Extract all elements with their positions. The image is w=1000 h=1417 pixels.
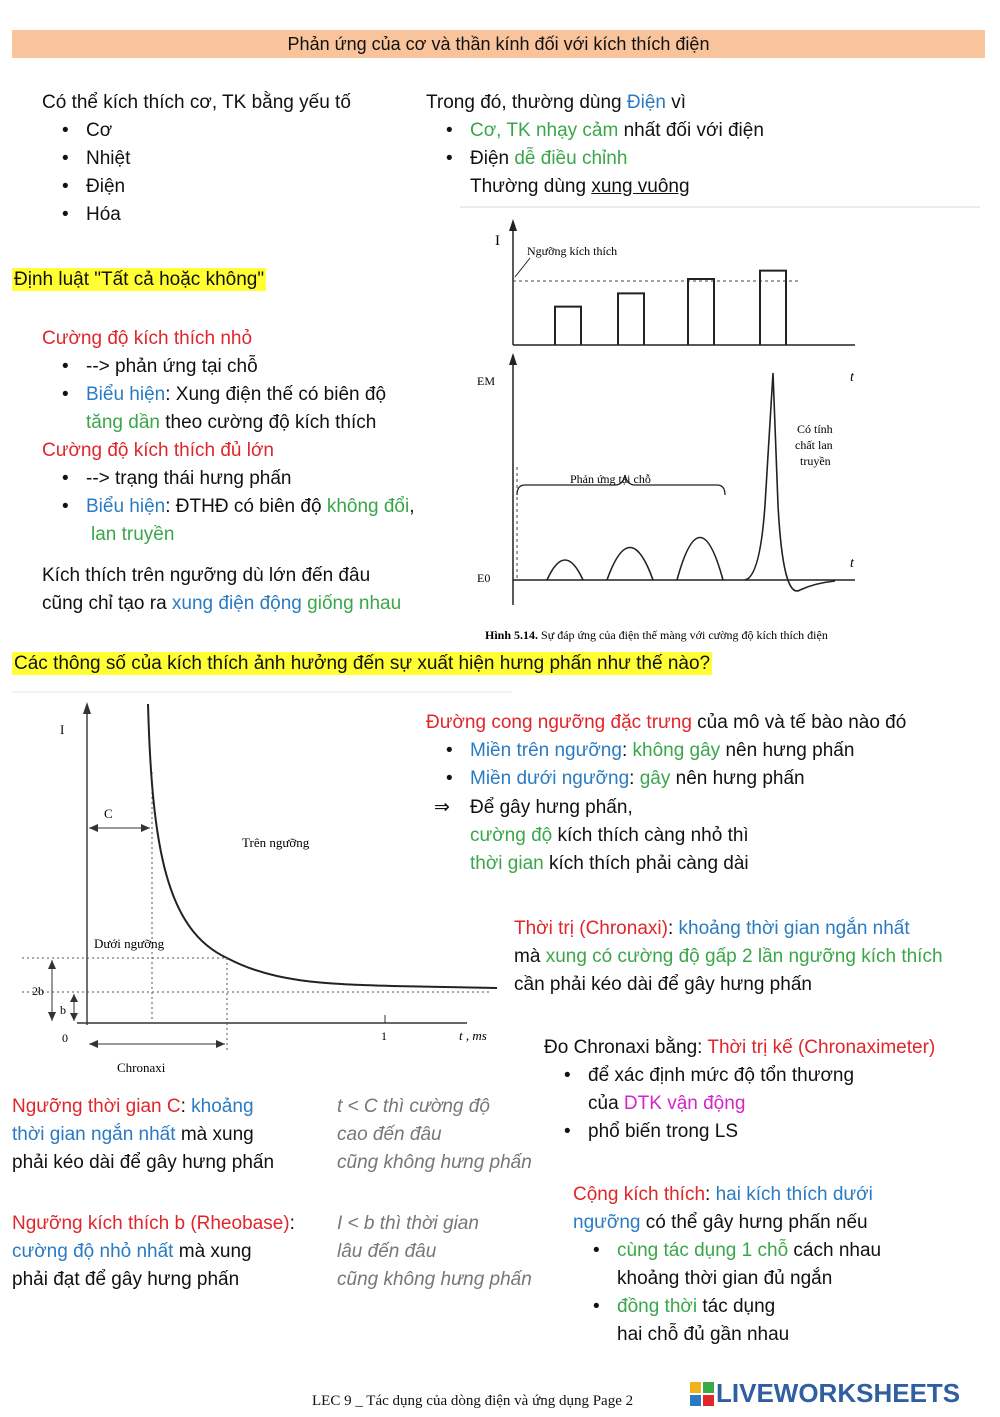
propagation-label-3: truyền: [800, 454, 831, 468]
b-arrow-bottom: [70, 1013, 78, 1021]
threshold-pointer: [515, 258, 530, 277]
label-I: I: [60, 722, 65, 737]
time-threshold-note-2: cao đến đâu: [337, 1124, 442, 1145]
propagation-label-1: Có tính: [797, 422, 833, 436]
c-arrow-right: [141, 824, 150, 832]
time-threshold-note-3: cũng không hưng phấn: [337, 1152, 532, 1173]
page-title: Phản ứng của cơ và thần kính đối với kích thích điện: [12, 30, 985, 58]
list-item: • Cơ, TK nhạy cảm nhất đối với điện: [470, 117, 764, 145]
figure-5-14: [455, 205, 985, 655]
label-b: b: [60, 1003, 66, 1017]
time-threshold-note-1: t < C thì cường độ: [337, 1096, 490, 1117]
y-axis-arrow: [83, 702, 91, 714]
list-item: • Điện: [86, 173, 125, 201]
list-item-continuation: hai chỗ đủ gần nhau: [617, 1324, 790, 1345]
time-threshold-line-1: Ngưỡng thời gian C: khoảng: [12, 1096, 254, 1117]
list-item: • --> trạng thái hưng phấn: [86, 465, 292, 493]
local-response-3: [677, 538, 723, 581]
stimulus-pulses: [555, 271, 786, 345]
measure-heading: Đo Chronaxi bằng: Thời trị kế (Chronaximeter): [544, 1037, 936, 1058]
list-item-continuation: lan truyền: [91, 524, 175, 545]
logo-icon: [690, 1382, 714, 1406]
list-item: • Nhiệt: [86, 145, 130, 173]
action-potential: [745, 373, 835, 591]
2b-arrow-bottom: [48, 1012, 56, 1021]
summary-line-1: Kích thích trên ngưỡng dù lớn đến đâu: [42, 565, 371, 586]
stimulus-pulse-1: [555, 307, 581, 345]
stimulus-pulse-4: [760, 271, 786, 345]
liveworksheets-logo[interactable]: [690, 1378, 960, 1409]
list-item: • Biểu hiện: ĐTHĐ có biên độ không đổi,: [86, 493, 415, 521]
rheobase-line-2: cường độ nhỏ nhất mà xung: [12, 1241, 252, 1262]
list-item: • --> phản ứng tại chỗ: [86, 353, 258, 381]
conclusion-line-1: Để gây hưng phấn,: [470, 797, 633, 818]
summary-line-2: cũng chỉ tạo ra xung điện động giống nhau: [42, 593, 402, 614]
list-item: • cùng tác dụng 1 chỗ cách nhau: [617, 1237, 881, 1265]
threshold-curve: [148, 704, 497, 988]
conclusion-line-3: thời gian kích thích phải càng dài: [470, 853, 749, 874]
rheobase-note-2: lâu đến đâu: [337, 1241, 437, 1262]
list-item: • để xác định mức độ tổn thương: [588, 1062, 854, 1090]
square-pulse-note: Thường dùng xung vuông: [470, 176, 690, 197]
chronaxi-arrow-left: [89, 1040, 98, 1048]
list-item-continuation: khoảng thời gian đủ ngắn: [617, 1268, 833, 1289]
local-response-1: [547, 560, 583, 580]
label-E0: E0: [477, 571, 491, 585]
stimulus-pulse-3: [688, 279, 714, 345]
label-t2: t: [850, 556, 854, 571]
b-arrow-top: [70, 994, 78, 1002]
summation-line-2: ngưỡng có thể gây hưng phấn nếu: [573, 1212, 868, 1233]
list-item-continuation: tăng dần theo cường độ kích thích: [86, 412, 377, 433]
local-response-2: [607, 548, 653, 581]
label-0: 0: [62, 1031, 68, 1045]
label-I: I: [495, 233, 500, 249]
chronaxi-definition-3: cần phải kéo dài để gây hưng phấn: [514, 974, 812, 995]
law-heading: Định luật "Tất cả hoặc không": [14, 269, 265, 290]
label-1: 1: [381, 1029, 387, 1043]
rheobase-note-1: I < b thì thời gian: [337, 1213, 479, 1234]
label-EM: EM: [477, 374, 495, 388]
list-item: • đồng thời tác dụng: [617, 1293, 775, 1321]
rheobase-line-1: Ngưỡng kích thích b (Rheobase):: [12, 1213, 295, 1234]
figure-caption: Hình 5.14. Sự đáp ứng của điện thế màng với cường độ kích thích điện: [485, 628, 828, 642]
below-threshold-label: Dưới ngưỡng: [94, 936, 165, 951]
list-item: • Điện dễ điều chỉnh: [470, 145, 627, 173]
label-t-ms: t , ms: [459, 1028, 487, 1043]
current-axis-arrow: [509, 219, 517, 231]
list-item: • Cơ: [86, 117, 112, 145]
question-heading: Các thông số của kích thích ảnh hưởng đến sự xuất hiện hưng phấn như thế nào?: [14, 653, 711, 674]
list-item: • Miền dưới ngưỡng: gây nên hưng phấn: [470, 765, 805, 793]
time-threshold-line-2: thời gian ngắn nhất mà xung: [12, 1124, 254, 1145]
chronaxi-label: Chronaxi: [117, 1060, 166, 1075]
list-item: • Biểu hiện: Xung điện thế có biên độ: [86, 381, 386, 409]
stimulus-pulse-2: [618, 293, 644, 345]
summation-line-1: Cộng kích thích: hai kích thích dưới: [573, 1184, 873, 1205]
rheobase-note-3: cũng không hưng phấn: [337, 1269, 532, 1290]
page-footer: LEC 9 _ Tác dụng của dòng điện và ứng dụng Page 2: [312, 1393, 634, 1409]
conclusion-line-2: cường độ kích thích càng nhỏ thì: [470, 825, 749, 846]
list-item: • Miền trên ngưỡng: không gây nên hưng phấn: [470, 737, 854, 765]
above-threshold-label: Trên ngưỡng: [242, 835, 310, 850]
implies-arrow: ⇒: [434, 797, 450, 818]
label-t1: t: [850, 370, 854, 385]
label-2b: 2b: [32, 984, 44, 998]
potential-axis-arrow: [509, 353, 517, 365]
label-C: C: [104, 806, 113, 821]
right-intro-heading: Trong đó, thường dùng Điện vì: [426, 92, 687, 113]
time-threshold-line-3: phải kéo dài để gây hưng phấn: [12, 1152, 275, 1173]
2b-arrow-top: [48, 960, 56, 969]
left-intro-heading: Có thể kích thích cơ, TK bằng yếu tố: [42, 92, 351, 113]
rheobase-line-3: phải đạt để gây hưng phấn: [12, 1269, 240, 1290]
chronaxi-arrow-right: [216, 1040, 225, 1048]
list-item-continuation: của DTK vận động: [588, 1093, 746, 1114]
chronaxi-definition-1: Thời trị (Chronaxi): khoảng thời gian ngắn nhất: [514, 918, 910, 939]
local-response-label: Phản ứng tại chỗ: [570, 472, 651, 486]
threshold-curve-title: Đường cong ngưỡng đặc trưng của mô và tế bào nào đó: [426, 712, 907, 733]
threshold-label: Ngưỡng kích thích: [527, 244, 618, 258]
small-stimulus-title: Cường độ kích thích nhỏ: [42, 328, 253, 349]
c-arrow-left: [89, 824, 98, 832]
chronaxi-definition-2: mà xung có cường độ gấp 2 lần ngưỡng kích thích: [514, 946, 943, 967]
list-item: • phổ biến trong LS: [588, 1118, 738, 1146]
big-stimulus-title: Cường độ kích thích đủ lớn: [42, 440, 274, 461]
list-item: • Hóa: [86, 201, 121, 229]
strength-duration-graph: [12, 690, 517, 1085]
logo-text: LIVEWORKSHEETS: [716, 1378, 961, 1408]
propagation-label-2: chất lan: [795, 438, 833, 452]
